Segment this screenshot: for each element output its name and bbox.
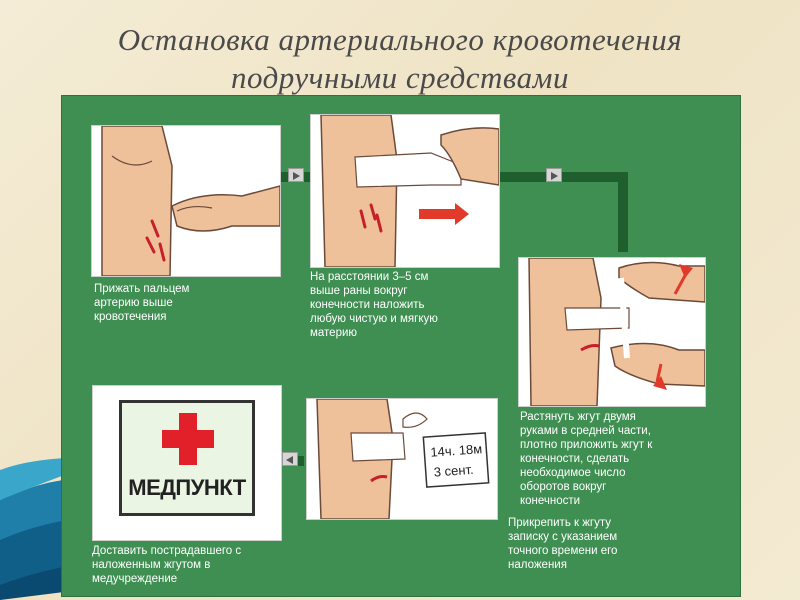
step5-caption: Доставить пострадавшего с наложенным жгутом в медучреждение — [92, 545, 242, 585]
slide-title-line2: подручными средствами — [231, 60, 569, 95]
step1-illustration — [91, 125, 281, 277]
step4-illustration — [306, 398, 498, 520]
medpunkt-sign — [119, 400, 255, 516]
note-time-text: 14ч. 18м — [429, 441, 483, 460]
red-cross-icon — [162, 413, 214, 465]
step4-caption: Прикрепить к жгуту записку с указанием точного времени его наложения — [508, 517, 618, 571]
connector-arrow-1 — [288, 168, 304, 182]
step5-illustration — [92, 385, 282, 541]
steps-panel — [62, 96, 740, 596]
step3-caption: Растянуть жгут двумя руками в средней части, плотно приложить жгут к конечности, сделать необходимое число оборотов вокруг конечности — [520, 411, 653, 507]
step3-illustration — [518, 257, 706, 407]
medpunkt-label: МЕДПУНКТ — [128, 475, 246, 500]
connector-arrow-2 — [546, 168, 562, 182]
step2-caption: На расстоянии 3–5 см выше раны вокруг конечности наложить любую чистую и мягкую материю — [310, 271, 438, 339]
note-date-text: 3 сент. — [433, 461, 475, 480]
step1-caption: Прижать пальцем артерию выше кровотечения — [94, 283, 190, 323]
slide-title-line1: Остановка артериального кровотечения — [117, 22, 683, 57]
connector-2-3-down — [618, 172, 628, 252]
step2-illustration — [310, 114, 500, 268]
connector-arrow-3 — [282, 452, 298, 466]
connector-2-3 — [498, 172, 628, 182]
